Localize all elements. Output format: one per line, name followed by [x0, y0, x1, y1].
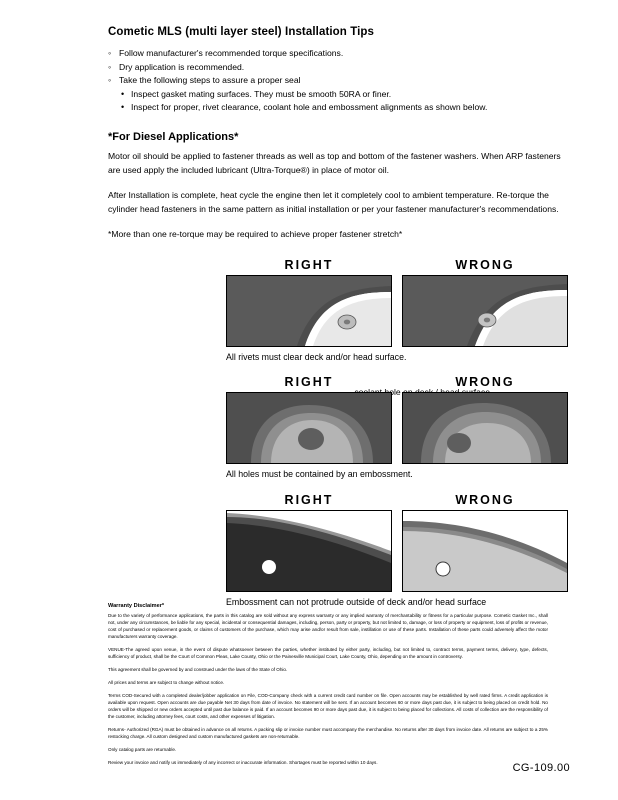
protrude-right-diagram — [227, 511, 391, 591]
figure-row-rivets — [226, 258, 570, 347]
diesel-paragraph-1: Motor oil should be applied to fastener threads as well as top and bottom of the fastener washers. When ARP fasteners are used apply the included lubricant (Ultra-Torque®) in place of motor oil. — [108, 150, 561, 175]
figure-protrude-right — [226, 510, 392, 592]
warranty-paragraph: Returns- Authorized (RGA) must be obtained in advance on all returns. A packing slip or invoice number must accompany the merchandise. No returns after 30 days from invoice date. All returns are subject to a 25% restocking charge. All custom designed and custom manufactured gaskets are non-returnable. — [108, 726, 548, 739]
warranty-paragraph: Due to the variety of performance applications, the parts in this catalog are sold without any express warranty or any implied warranty of merchantability or fitness for a particular purpose. Cometic Gasket Inc., shall not, under any circumstances, be liable for any special, incidental or consequential damages, including, person, party or property, but not limited to, damage, or loss of property or equipment, loss of profits or revenue, cost of purchased or replacement goods, or claims of customers of the purchase, which may arise and/or result from sale, instillation or use of these parts. Installation of these parts could adversely affect the motor manufacturers warranty coverage. — [108, 613, 548, 639]
diesel-paragraph-2: After Installation is complete, heat cycle the engine then let it completely cool to ambient temperature. Re-torque the cylinder head fasteners in the same pattern as initial installation or per your fastener manufacturer's recommendations. — [108, 189, 559, 214]
embossment-right-diagram — [227, 393, 391, 463]
warranty-paragraph: Terms COD-Secured with a completed dealer/jobber application on File, COD-Company check with a current credit card number on file. Open accounts may be established by well rated firms. A credit application is available upon request. Open accounts are due payable Net 30 days from date of invoice. No statement will be sent. If an account becomes 60 or more days past due, it is subject to being placed on credit hold. No orders will be shipped or new orders accepted until past due balance is paid. If an account becomes 90 or more days past due, it is subject to being placed for collections. All costs of collection are the responsibility of the customer, including attorney fees, court costs, and other expenses of litigation. — [108, 692, 548, 719]
figure-label-right: RIGHT — [284, 257, 334, 272]
page-title: Cometic MLS (multi layer steel) Installation Tips — [108, 26, 375, 38]
figure-rivet-right — [226, 275, 392, 347]
figure-label-wrong: WRONG — [455, 257, 515, 272]
list-item: ◦ Follow manufacturer's recommended torque specifications. — [108, 47, 570, 61]
diesel-paragraph-3: *More than one re-torque may be required to achieve proper fastener stretch* — [108, 228, 403, 239]
warranty-paragraph: Only catalog parts are returnable. — [108, 746, 177, 752]
list-item: ◦ Dry application is recommended. — [108, 61, 570, 75]
list-item: ◦ Take the following steps to assure a proper seal — [108, 74, 570, 88]
figure-row-protrude — [226, 493, 570, 592]
document-number: CG-109.00 — [512, 762, 570, 774]
warranty-paragraph: VENUE-The agreed upon venue, in the event of dispute whatsoever between the parties, whether instituted by either party, including, but not limited to, contract terms, payment terms, delivery, type, defects, sufficiency of product, shall be the Court of Common Pleas, Lake County, Ohio or the Painesville Municipal Court, Lake County, Ohio, depending on the amount in controversy. — [108, 646, 548, 659]
rivet-right-diagram — [227, 276, 391, 346]
embossment-wrong-diagram — [403, 393, 567, 463]
diesel-heading: *For Diesel Applications* — [108, 130, 239, 143]
rivet-wrong-diagram — [403, 276, 567, 346]
figure-label-right: RIGHT — [284, 493, 334, 508]
figure-embossment-right — [226, 392, 392, 464]
callout-coolant-hole: hole — [384, 387, 401, 398]
figure-protrude-wrong — [402, 510, 568, 592]
warranty-paragraph: All prices and terms are subject to change without notice. — [108, 679, 225, 685]
figure-section — [108, 258, 570, 610]
figure-label-wrong: WRONG — [455, 375, 515, 390]
tips-list — [108, 47, 570, 88]
figure-label-right: RIGHT — [284, 375, 334, 390]
figure-rivet-wrong — [402, 275, 568, 347]
warranty-paragraph: This agreement shall be governed by and construed under the laws of the State of Ohio. — [108, 666, 288, 672]
protrude-wrong-diagram — [403, 511, 567, 591]
list-item: • Inspect for proper, rivet clearance, coolant hole and embossment alignments as shown below. — [121, 101, 570, 115]
figure-embossment-wrong — [402, 392, 568, 464]
figure-caption-embossment: All holes must be contained by an embossment. — [226, 469, 413, 480]
list-item: • Inspect gasket mating surfaces. They must be smooth 50RA or finer. — [121, 88, 570, 102]
warranty-heading: Warranty Disclaimer* — [108, 603, 165, 609]
warranty-block — [108, 603, 548, 773]
warranty-paragraph: Review your invoice and notify us immediately of any incorrect or inaccurate information. Shortages must be reported within 10 days. — [108, 759, 378, 765]
figure-label-wrong: WRONG — [455, 493, 515, 508]
figure-caption-protrude: Embossment can not protrude outside of deck and/or head surface — [226, 597, 487, 608]
figure-caption-rivets: All rivets must clear deck and/or head surface. — [226, 351, 407, 362]
tips-sublist — [108, 88, 570, 115]
